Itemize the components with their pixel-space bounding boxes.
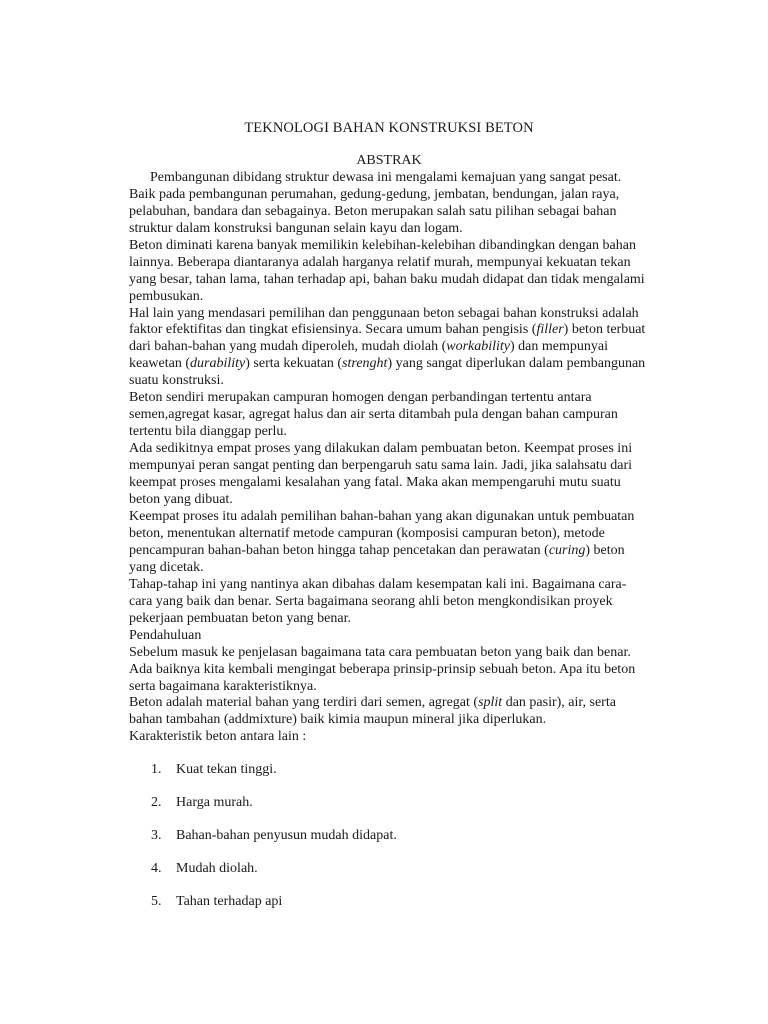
list-item-number: 2. (151, 795, 162, 811)
paragraph-5: Ada sedikitnya empat proses yang dilakukan dalam pembuatan beton. Keempat proses ini mempunyai peran sangat penting dan berpengaruh satu sama lain. Jadi, jika salahsatu dari keempat proses mengalami kesalahan yang fatal. Maka akan mempengaruhi mutu suatu beton yang dibuat. (129, 441, 633, 508)
list-item-text: Mudah diolah. (176, 861, 258, 877)
list-item (129, 795, 649, 812)
paragraph-2: Beton diminati karena banyak memilikin kelebihan-kelebihan dibandingkan dengan bahan lainnya. Beberapa diantaranya adalah harganya relatif murah, mempunyai kekuatan tekan yang besar, tahan lama, tahan terhadap api, bahan baku mudah didapat dan tidak mengalami pembusukan. (129, 237, 645, 304)
term-workability: workability (446, 339, 511, 355)
paragraph-7: Tahap-tahap ini yang nantinya akan dibahas dalam kesempatan kali ini. Bagaimana cara-cara yang baik dan benar. Serta bagaimana seorang ahli beton mengkondisikan proyek pekerjaan pembuatan beton yang benar. (129, 576, 627, 626)
paragraph-1: Pembangunan dibidang struktur dewasa ini mengalami kemajuan yang sangat pesat. Baik pada pembangunan perumahan, gedung-gedung, jembatan, bendungan, jalan raya, pelabuhan, bandara dan sebagainya. Beton merupakan salah satu pilihan sebagai bahan struktur dalam konstruksi bangunan selain kayu dan logam. (129, 169, 622, 236)
paragraph-3-text-a: Hal lain yang mendasari pemilihan dan penggunaan beton sebagai bahan konstruksi adalah faktor efektifitas dan tingkat efisiensinya. Secara umum bahan pengisis ( (129, 305, 639, 338)
paragraph-9-text-a: Beton adalah material bahan yang terdiri dari semen, agregat ( (129, 695, 479, 711)
paragraph-3-text-e: ) yang sangat diperlukan dalam pembangunan suatu konstruksi. (129, 356, 646, 389)
term-filler: filler (536, 322, 564, 338)
list-item-text: Harga murah. (176, 795, 253, 811)
paragraph-3 (129, 306, 649, 391)
term-strenght: strenght (342, 356, 388, 372)
list-item-number: 4. (151, 861, 162, 877)
paragraph-9-text-b: dan pasir), air, serta bahan tambahan (addmixture) baik kimia maupun mineral jika diperlukan. (129, 695, 616, 728)
list-item (129, 828, 649, 845)
paragraph-6-text-a: Keempat proses itu adalah pemilihan bahan-bahan yang akan digunakan untuk pembuatan beton, menentukan alternatif metode campuran (komposisi campuran beton), metode pencampuran bahan-bahan beton hingga tahap pencetakan dan perawatan ( (129, 508, 635, 558)
paragraph-3-text-c: ) dan mempunyai keawetan ( (129, 339, 608, 372)
term-curing: curing (548, 542, 586, 558)
list-item-text: Kuat tekan tinggi. (176, 762, 277, 778)
abstract-heading: ABSTRAK (356, 152, 422, 168)
paragraph-3-text-b: ) beton terbuat dari bahan-bahan yang mudah diperoleh, mudah diolah ( (129, 322, 646, 355)
paragraph-10: Karakteristik beton antara lain : (129, 729, 307, 745)
paragraph-6 (129, 509, 649, 577)
list-item-number: 1. (151, 762, 162, 778)
list-item-text: Bahan-bahan penyusun mudah didapat. (176, 828, 397, 844)
term-durability: durability (190, 356, 246, 372)
list-item (129, 762, 649, 779)
intro-heading: Pendahuluan (129, 627, 202, 643)
list-item-number: 3. (151, 828, 162, 844)
list-item-number: 5. (151, 894, 162, 910)
term-split: split (478, 695, 503, 711)
paragraph-3-text-d: ) serta kekuatan ( (245, 356, 343, 372)
document-body (129, 120, 649, 927)
paragraph-9 (129, 695, 649, 729)
paragraph-4: Beton sendiri merupakan campuran homogen dengan perbandingan tertentu antara semen,agregat kasar, agregat halus dan air serta ditambah pula dengan bahan campuran tertentu bila dianggap perlu. (129, 390, 618, 440)
characteristics-list (129, 762, 649, 911)
paragraph-8: Sebelum masuk ke penjelasan bagaimana tata cara pembuatan beton yang baik dan benar. Ada baiknya kita kembali mengingat beberapa prinsip-prinsip sebuah beton. Apa itu beton serta bagaimana karakteristiknya. (129, 644, 636, 694)
list-item (129, 861, 649, 878)
document-title: TEKNOLOGI BAHAN KONSTRUKSI BETON (244, 120, 534, 136)
list-item-text: Tahan terhadap api (176, 894, 283, 910)
paragraph-6-text-b: ) beton yang dicetak. (129, 542, 625, 575)
list-item (129, 894, 649, 911)
